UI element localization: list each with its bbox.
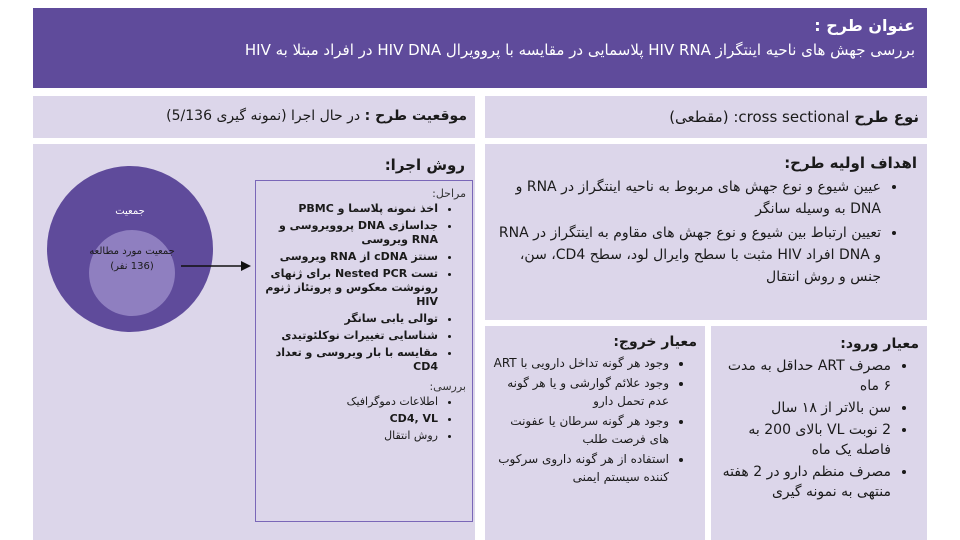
review-item: • CD4, VL xyxy=(262,412,438,426)
exclusion-item: • وجود هر گونه تداخل دارویی با ART xyxy=(493,354,669,372)
exclusion-item: • استفاده از هر گونه داروی سرکوب کننده سیستم ایمنی xyxy=(493,450,669,486)
step-item: • تست Nested PCR برای ژنهای رونوشت معکوس و پروتئاز ژنوم HIV xyxy=(262,267,438,309)
procedure-box xyxy=(255,180,473,522)
design-type-value: cross sectional: (مقطعی) xyxy=(669,108,850,126)
step-item: • جداسازی DNA پروویروسی و RNA ویروسی xyxy=(262,219,438,247)
population-label: جمعیت xyxy=(115,206,145,217)
inclusion-item: • سن بالاتر از ۱۸ سال xyxy=(719,398,891,418)
steps-label: مراحل: xyxy=(432,187,466,200)
design-type-label: نوع طرح xyxy=(854,108,919,126)
review-item: • روش انتقال xyxy=(262,429,438,443)
title-banner xyxy=(33,8,927,88)
review-label: بررسی: xyxy=(429,380,466,393)
arrow-icon xyxy=(181,260,251,272)
inclusion-item: • مصرف ART حداقل به مدت ۶ ماه xyxy=(719,356,891,396)
objective-item: • تعیین ارتباط بین شیوع و نوع جهش های مقاوم به اینتگراز در RNA و DNA افراد HIV مثبت با سطح وایرال لود، سطح CD4، سن، جنس و روش انتقال xyxy=(495,222,881,288)
title-label: عنوان طرح : xyxy=(814,16,915,35)
steps-list xyxy=(262,202,466,374)
review-list xyxy=(262,395,466,443)
objectives-heading: اهداف اولیه طرح: xyxy=(784,154,917,172)
exclusion-list xyxy=(493,354,697,486)
step-item: • توالی یابی سانگر xyxy=(262,312,438,326)
exclusion-item: • وجود علائم گوارشی و یا هر گونه عدم تحمل دارو xyxy=(493,374,669,410)
sample-circle xyxy=(89,230,175,316)
step-item: • مقایسه با بار ویروسی و تعداد CD4 xyxy=(262,346,438,374)
inclusion-criteria-panel xyxy=(711,326,927,540)
inclusion-item: • مصرف منظم دارو در 2 هفته منتهی به نمونه گیری xyxy=(719,462,891,502)
step-item: • اخذ نمونه پلاسما و PBMC xyxy=(262,202,438,216)
objective-item: • عیین شیوع و نوع جهش های مربوط به ناحیه اینتگراز در RNA و DNA به وسیله سانگر xyxy=(495,176,881,220)
objectives-list xyxy=(495,176,917,288)
sample-label: جمعیت مورد مطالعه (136 نفر) xyxy=(89,246,175,272)
design-type-panel xyxy=(485,96,927,138)
exclusion-item: • وجود هر گونه سرطان یا عفونت های فرصت طلب xyxy=(493,412,669,448)
step-item: • سنتز cDNA از RNA ویروسی xyxy=(262,250,438,264)
location-label: موقعیت طرح : xyxy=(364,108,467,124)
objectives-panel xyxy=(485,144,927,320)
exclusion-criteria-panel xyxy=(485,326,705,540)
methods-panel xyxy=(33,144,475,540)
location-panel xyxy=(33,96,475,138)
inclusion-heading: معیار ورود: xyxy=(840,336,919,352)
methods-heading: روش اجرا: xyxy=(384,156,465,174)
review-item: • اطلاعات دموگرافیک xyxy=(262,395,438,409)
location-value: در حال اجرا (نمونه گیری 5/136) xyxy=(166,108,361,124)
step-item: • شناسایی تغییرات نوکلئوتیدی xyxy=(262,329,438,343)
inclusion-item: • 2 نوبت VL بالای 200 به فاصله یک ماه xyxy=(719,420,891,460)
exclusion-heading: معیار خروج: xyxy=(613,334,697,350)
title-text: بررسی جهش های ناحیه اینتگراز HIV RNA پلاسمایی در مقایسه با پروویرال HIV DNA در افراد مبتلا به HIV xyxy=(244,41,915,59)
inclusion-list xyxy=(719,356,919,502)
